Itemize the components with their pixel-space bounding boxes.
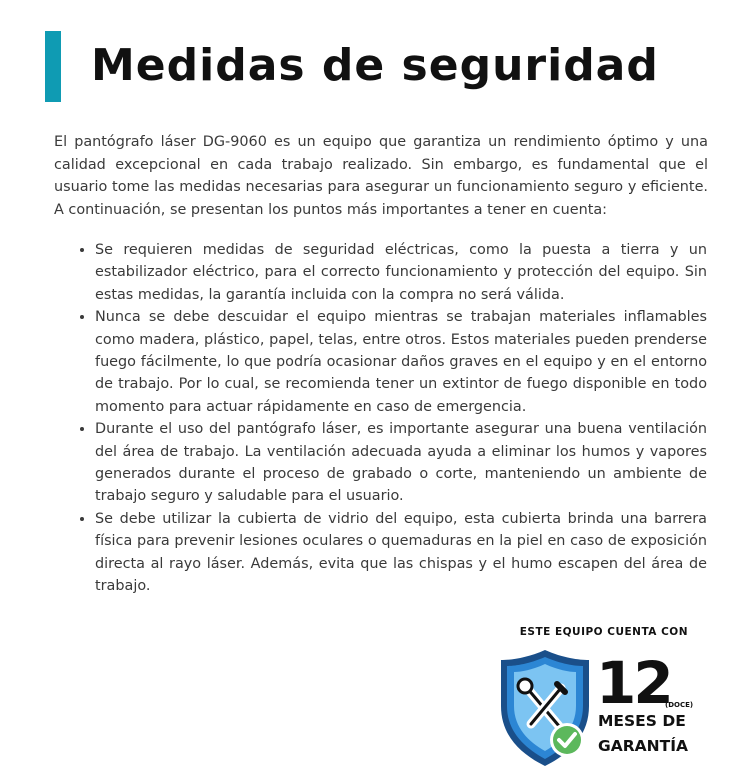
page-title: Medidas de seguridad [91, 40, 659, 91]
title-accent-bar [45, 31, 61, 102]
shield-tools-check-icon [497, 648, 593, 768]
warranty-months-words: (DOCE) [665, 701, 694, 709]
list-item: • Durante el uso del pantógrafo láser, es importante asegurar una buena ventilación del área de trabajo. La ventilación adecuada ayuda a eliminar los humos y vapores generados durante el proceso de grabado o corte, manteniendo un ambiente de trabajo seguro y saludable para el usuario. [95, 418, 707, 508]
intro-paragraph: El pantógrafo láser DG-9060 es un equipo que garantiza un rendimiento óptimo y una calidad excepcional en cada trabajo realizado. Sin embargo, es fundamental que el usuario tome las medidas necesarias para asegurar un funcionamiento seguro y eficiente. A continuación, se presentan los puntos más importantes a tener en cuenta: [54, 134, 708, 218]
warranty-line-1: MESES DE [598, 712, 686, 730]
list-item: • Nunca se debe descuidar el equipo mientras se trabajan materiales inflamables como madera, plástico, papel, telas, entre otros. Estos materiales pueden prenderse fuego fácilmente, lo que podría ocasionar daños graves en el equipo y en el entorno de trabajo. Por lo cual, se recomienda tener un extintor de fuego disponible en todo momento para actuar rápidamente en caso de emergencia. [95, 306, 707, 418]
list-item: • Se requieren medidas de seguridad eléctricas, como la puesta a tierra y un estabilizador eléctrico, para el correcto funcionamiento y protección del equipo. Sin estas medidas, la garantía incluida con la compra no será válida. [95, 239, 707, 306]
warranty-line-2: GARANTÍA [598, 737, 688, 755]
safety-list [76, 239, 707, 598]
list-item: • Se debe utilizar la cubierta de vidrio del equipo, esta cubierta brinda una barrera física para prevenir lesiones oculares o quemaduras en la piel en caso de exposición directa al rayo láser. Además, evita que las chispas y el humo escapen del área de trabajo. [95, 508, 707, 598]
warranty-caption: ESTE EQUIPO CUENTA CON [519, 626, 688, 638]
warranty-months-number: 12 [596, 649, 671, 717]
